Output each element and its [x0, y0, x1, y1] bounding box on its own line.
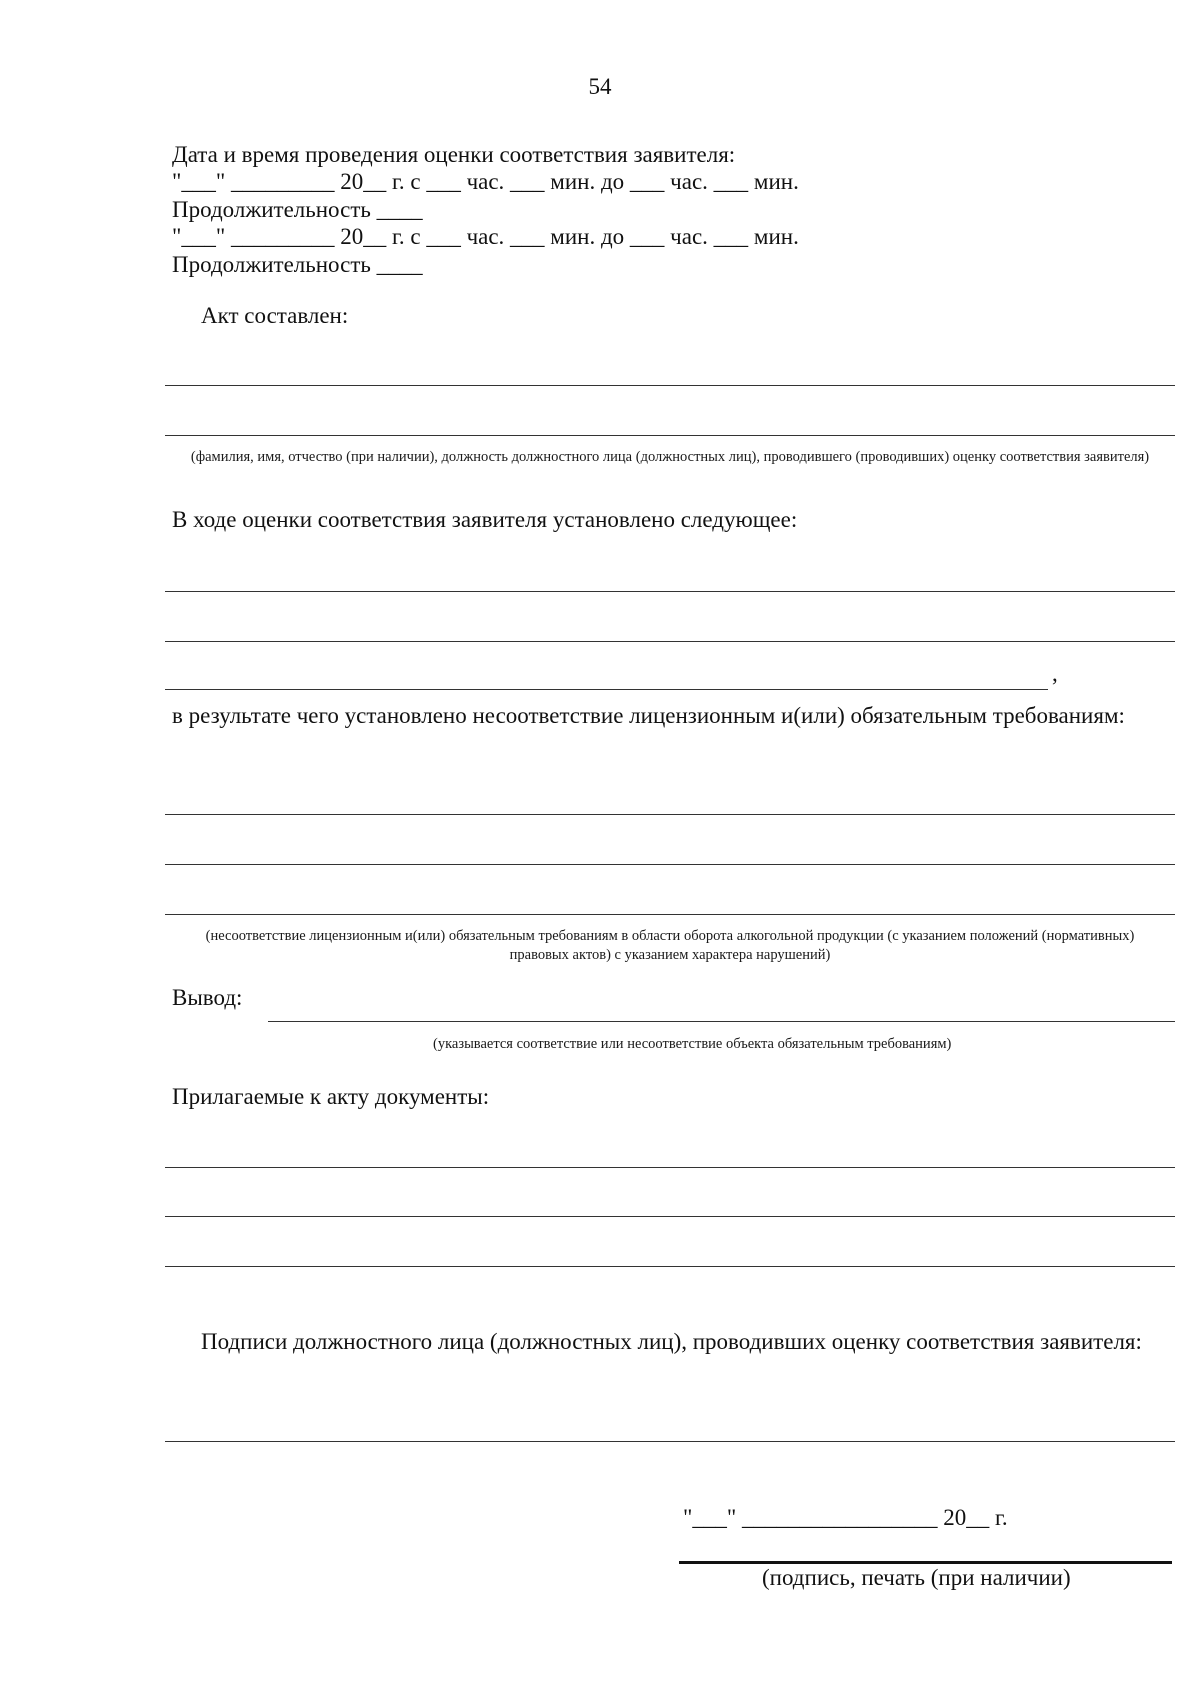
- date-time-label: Дата и время проведения оценки соответствия заявителя:: [172, 142, 736, 167]
- attachments-line-2[interactable]: [165, 1216, 1175, 1217]
- signatures-line[interactable]: [165, 1441, 1175, 1442]
- attachments-line-3[interactable]: [165, 1266, 1175, 1267]
- conclusion-label: Вывод:: [172, 985, 243, 1010]
- nonconformity-line-1[interactable]: [165, 814, 1175, 815]
- page-number: 54: [588, 74, 612, 99]
- conclusion-line[interactable]: [268, 1021, 1175, 1022]
- act-compiled-caption: (фамилия, имя, отчество (при наличии), должность должностного лица (должностных лиц), проводившего (проводивших) оценку соответствия заявителя): [190, 449, 1150, 465]
- conclusion-caption: (указывается соответствие или несоответствие объекта обязательным требованиям): [433, 1036, 952, 1052]
- signatures-label: Подписи должностного лица (должностных лиц), проводивших оценку соответствия заявителя:: [201, 1329, 1142, 1354]
- duration-2[interactable]: Продолжительность ____: [172, 252, 423, 277]
- findings-label: В ходе оценки соответствия заявителя установлено следующее:: [172, 507, 798, 532]
- act-compiled-line-1[interactable]: [165, 385, 1175, 386]
- nonconformity-caption: (несоответствие лицензионным и(или) обязательным требованиям в области оборота алкогольной продукции (с указанием положений (нормативных) правовых актов) с указанием характера нарушений): [205, 928, 1135, 963]
- signature-date-line[interactable]: "___" _________________ 20__ г.: [683, 1505, 1008, 1530]
- act-compiled-label: Акт составлен:: [201, 303, 349, 328]
- findings-line-3[interactable]: [165, 689, 1048, 690]
- date-line-1[interactable]: "___" _________ 20__ г. с ___ час. ___ мин. до ___ час. ___ мин.: [172, 169, 799, 194]
- nonconformity-label: в результате чего установлено несоответствие лицензионным и(или) обязательным требованиям:: [172, 703, 1125, 728]
- date-line-2[interactable]: "___" _________ 20__ г. с ___ час. ___ мин. до ___ час. ___ мин.: [172, 224, 799, 249]
- findings-line-2[interactable]: [165, 641, 1175, 642]
- findings-comma: ,: [1052, 661, 1058, 686]
- findings-line-1[interactable]: [165, 591, 1175, 592]
- attachments-label: Прилагаемые к акту документы:: [172, 1084, 490, 1109]
- nonconformity-line-3[interactable]: [165, 914, 1175, 915]
- nonconformity-line-2[interactable]: [165, 864, 1175, 865]
- duration-1[interactable]: Продолжительность ____: [172, 197, 423, 222]
- signature-caption: (подпись, печать (при наличии): [762, 1565, 1071, 1590]
- act-compiled-line-2[interactable]: [165, 435, 1175, 436]
- attachments-line-1[interactable]: [165, 1167, 1175, 1168]
